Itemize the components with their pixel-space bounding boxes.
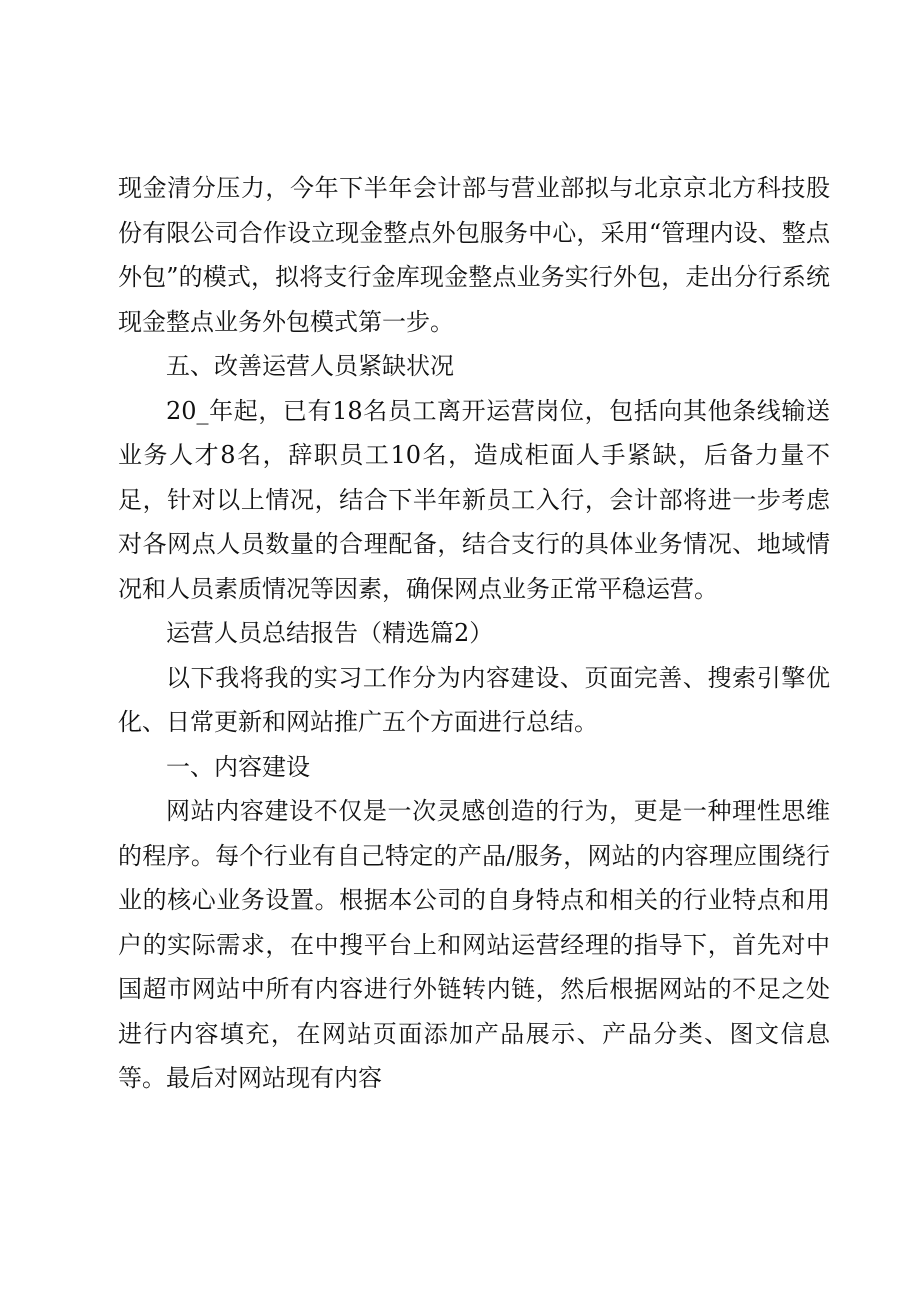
paragraph-content-building: 网站内容建设不仅是一次灵感创造的行为，更是一种理性思维的程序。每个行业有自己特定的产品/服务，网站的内容理应围绕行业的核心业务设置。根据本公司的自身特点和相关的行业特点和用户的实际需求，在中搜平台上和网站运营经理的指导下，首先对中国超市网站中所有内容进行外链转内链，然后根据网站的不足之处进行内容填充，在网站页面添加产品展示、产品分类、图文信息等。最后对网站现有内容 bbox=[118, 797, 830, 1092]
document-body bbox=[118, 166, 830, 1101]
report-title-part-2: 运营人员总结报告（精选篇2） bbox=[166, 619, 494, 647]
paragraph-cash-clearing-outsourcing: 现金清分压力，今年下半年会计部与营业部拟与北京京北方科技股份有限公司合作设立现金整点外包服务中心，采用“管理内设、整点外包”的模式，拟将支行金库现金整点业务实行外包，走出分行系统现金整点业务外包模式第一步。 bbox=[118, 174, 830, 336]
section-heading-staff-shortage: 五、改善运营人员紧缺状况 bbox=[166, 352, 454, 380]
section-heading-content-building: 一、内容建设 bbox=[166, 752, 310, 781]
paragraph-staff-shortage: 20_年起，已有18名员工离开运营岗位，包括向其他条线输送业务人才8名，辞职员工10名，造成柜面人手紧缺，后备力量不足，针对以上情况，结合下半年新员工入行，会计部将进一步考虑对各网点人员数量的合理配备，结合支行的具体业务情况、地域情况和人员素质情况等因素，确保网点业务正常平稳运营。 bbox=[118, 396, 830, 603]
paragraph-internship-overview: 以下我将我的实习工作分为内容建设、页面完善、搜索引擎优化、日常更新和网站推广五个方面进行总结。 bbox=[118, 663, 830, 736]
